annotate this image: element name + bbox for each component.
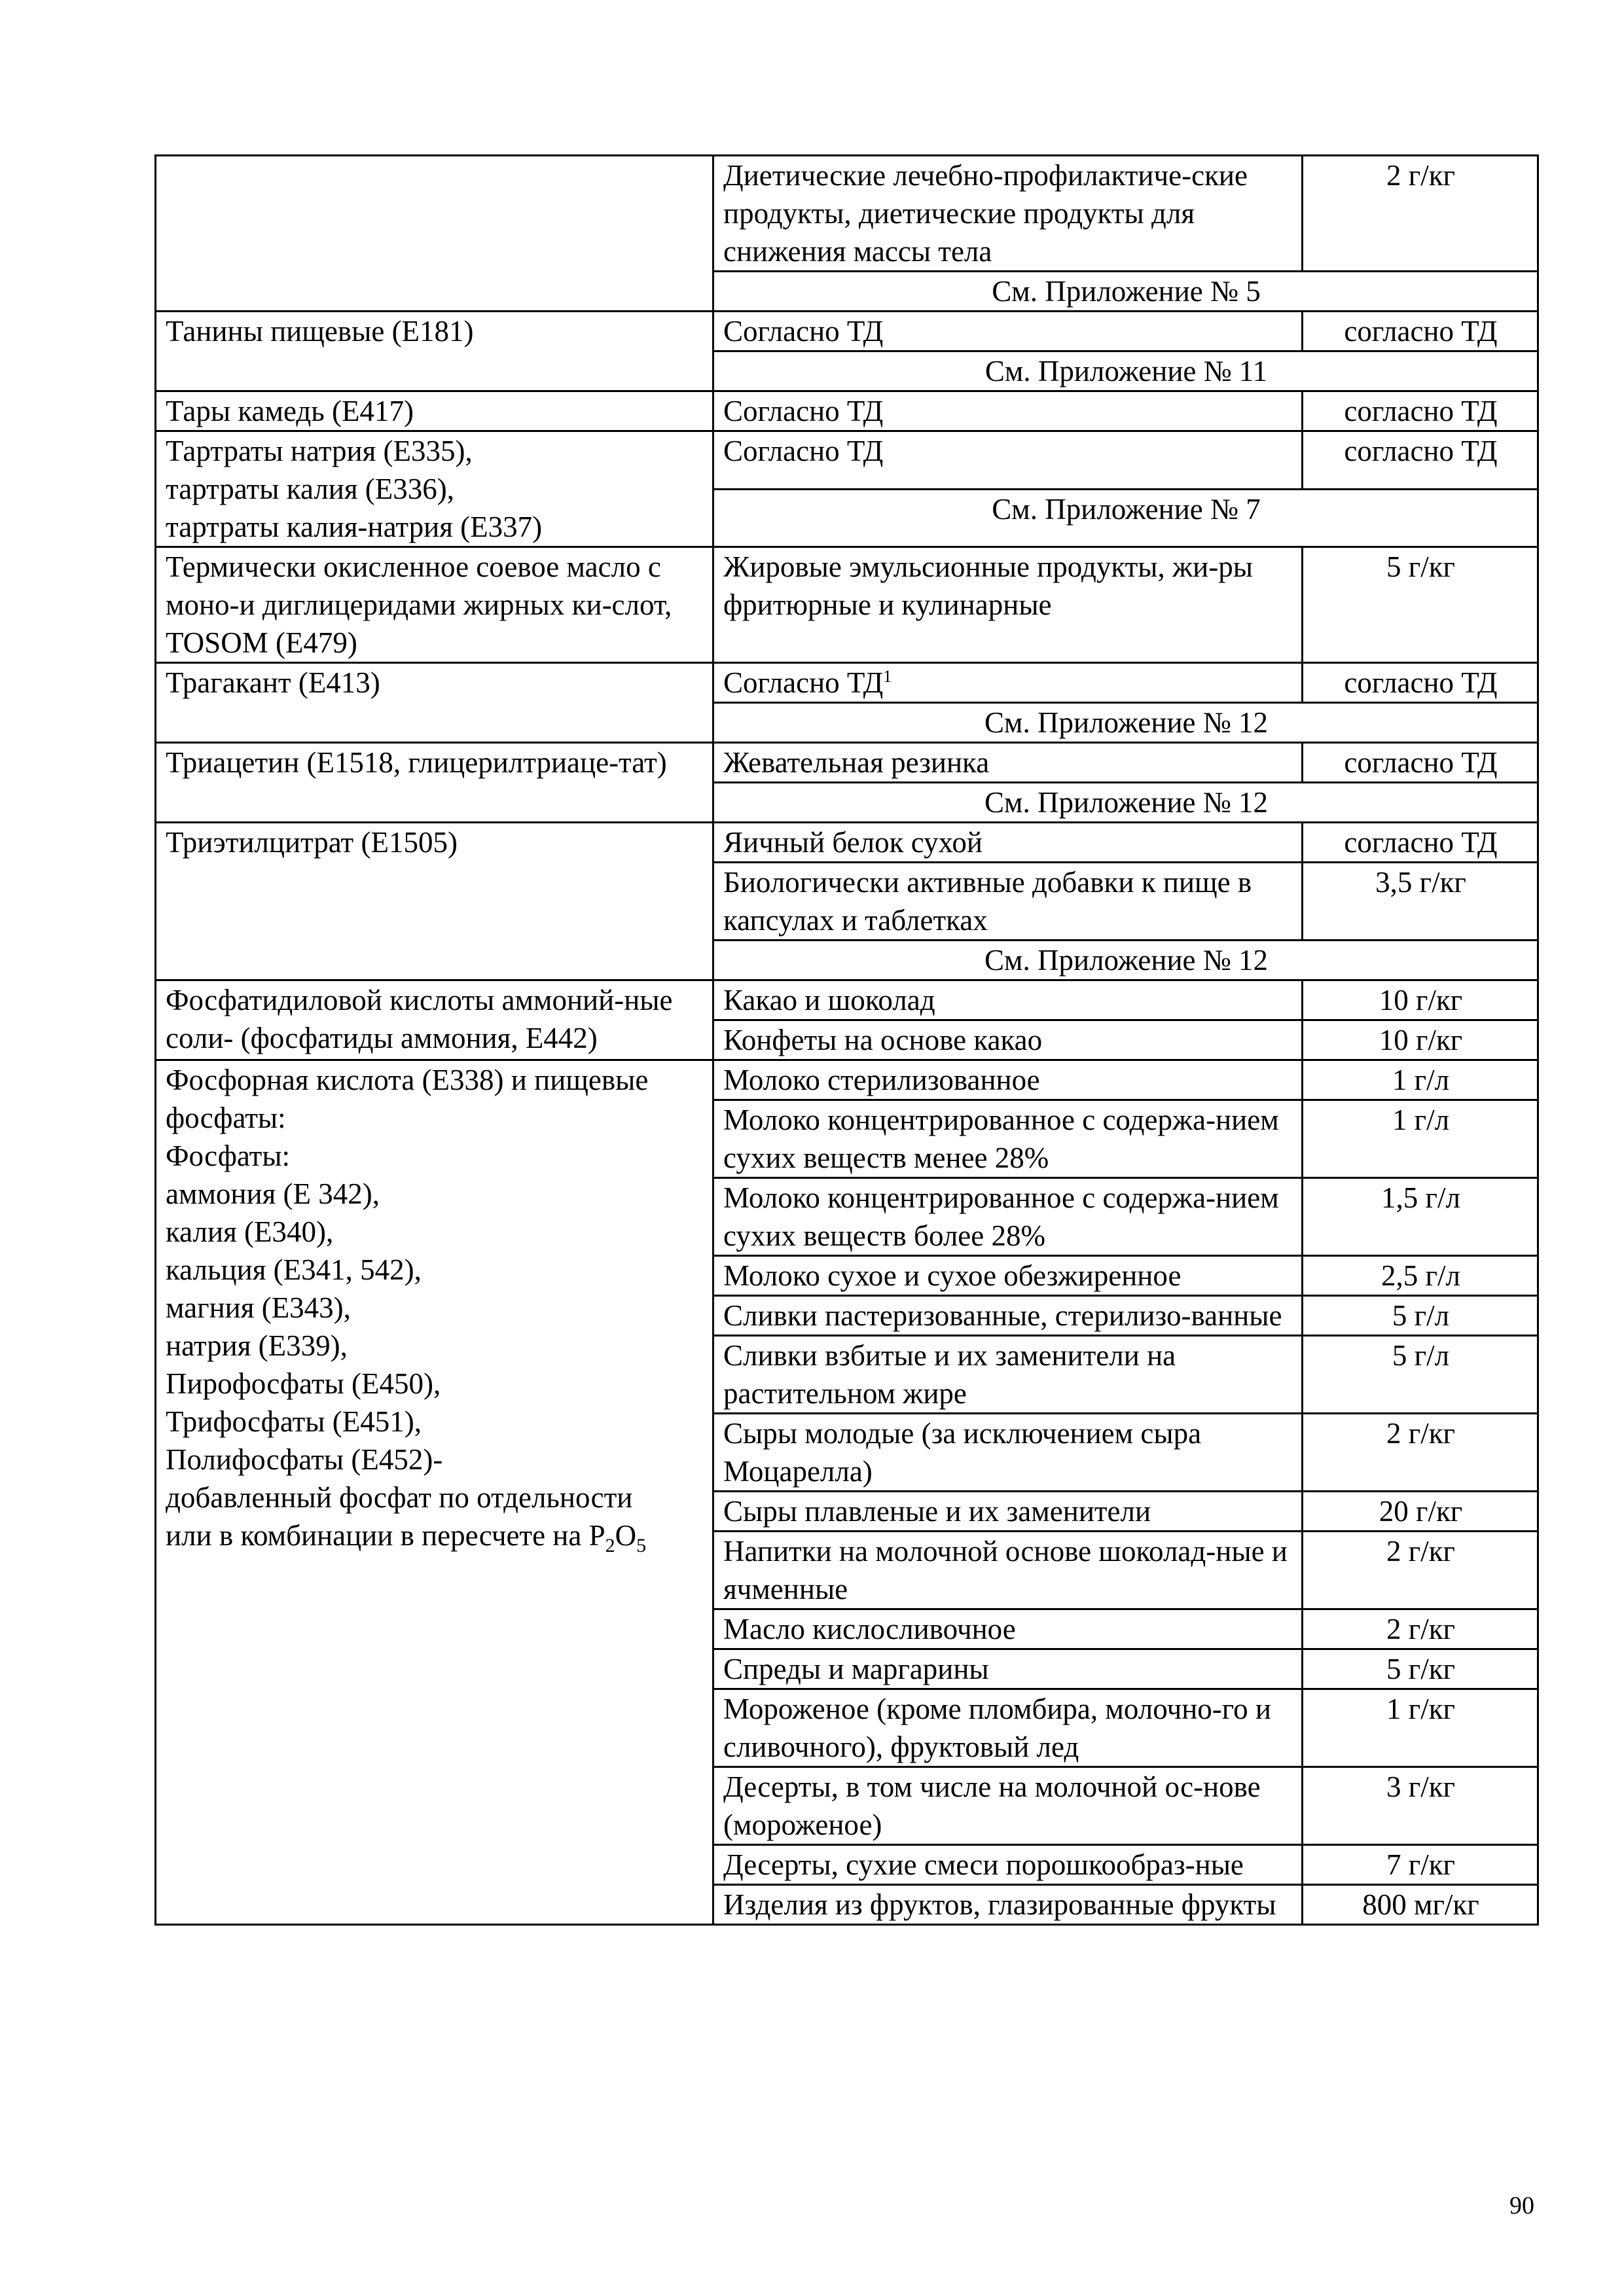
appendix-ref: См. Приложение № 12 bbox=[713, 783, 1538, 823]
max-level-cell: согласно ТД bbox=[1303, 312, 1538, 351]
product-cell: Конфеты на основе какао bbox=[713, 1020, 1303, 1060]
additive-name-line: Фосфорная кислота (Е338) и пищевые bbox=[166, 1064, 649, 1096]
max-level-cell: согласно ТД bbox=[1303, 391, 1538, 431]
max-level-cell: 7 г/кг bbox=[1303, 1845, 1538, 1885]
table-row bbox=[156, 312, 1538, 351]
max-level-cell: 20 г/кг bbox=[1303, 1492, 1538, 1532]
table-row bbox=[156, 823, 1538, 863]
additive-name-line: Фосфаты: bbox=[166, 1139, 291, 1172]
product-cell: Молоко сухое и сухое обезжиренное bbox=[713, 1256, 1303, 1296]
max-level-cell: 3,5 г/кг bbox=[1303, 863, 1538, 941]
formula-subscript: 2 bbox=[605, 1535, 615, 1556]
appendix-ref: См. Приложение № 12 bbox=[713, 703, 1538, 743]
additive-name: Термически окисленное соевое масло с моно-и диглицеридами жирных ки-слот, TOSOM (Е479) bbox=[156, 547, 713, 663]
additive-name-line: калия (Е340), bbox=[166, 1215, 334, 1248]
additives-table bbox=[154, 154, 1539, 1926]
table-row bbox=[156, 156, 1538, 272]
additive-name-line: Тартраты натрия (Е335), bbox=[166, 435, 473, 467]
additive-name: Триацетин (Е1518, глицерилтриаце-тат) bbox=[156, 743, 713, 823]
product-cell: Десерты, сухие смеси порошкообраз-ные bbox=[713, 1845, 1303, 1885]
max-level-cell: 1 г/кг bbox=[1303, 1689, 1538, 1767]
product-cell: Согласно ТД bbox=[713, 391, 1303, 431]
product-cell: Масло кислосливочное bbox=[713, 1609, 1303, 1649]
table-row bbox=[156, 663, 1538, 703]
additive-name-line: Полифосфаты (Е452)- bbox=[166, 1443, 443, 1476]
max-level-cell: 5 г/л bbox=[1303, 1336, 1538, 1414]
max-level-cell: 10 г/кг bbox=[1303, 1020, 1538, 1060]
product-text: Согласно ТД bbox=[723, 666, 884, 699]
appendix-ref: См. Приложение № 7 bbox=[713, 489, 1538, 547]
product-cell: Сыры плавленые и их заменители bbox=[713, 1492, 1303, 1532]
table-row bbox=[156, 1060, 1538, 1100]
max-level-cell: 2 г/кг bbox=[1303, 1532, 1538, 1609]
max-level-cell: согласно ТД bbox=[1303, 663, 1538, 703]
additive-name-line: Пирофосфаты (Е450), bbox=[166, 1367, 441, 1400]
appendix-ref: См. Приложение № 5 bbox=[713, 272, 1538, 312]
max-level-cell: 800 мг/кг bbox=[1303, 1885, 1538, 1925]
additive-name-line: аммония (Е 342), bbox=[166, 1177, 380, 1210]
max-level-cell: 2 г/кг bbox=[1303, 156, 1538, 272]
product-cell: Молоко концентрированное с содержа-нием сухих веществ более 28% bbox=[713, 1178, 1303, 1256]
additive-name-line: добавленный фосфат по отдельности bbox=[166, 1481, 633, 1514]
additive-name-line: тартраты калия (Е336), bbox=[166, 473, 455, 505]
additive-name-line: кальция (Е341, 542), bbox=[166, 1253, 422, 1286]
max-level-cell: согласно ТД bbox=[1303, 431, 1538, 490]
max-level-cell: 2 г/кг bbox=[1303, 1414, 1538, 1492]
additive-name: Триэтилцитрат (Е1505) bbox=[156, 823, 713, 980]
additive-name-line bbox=[166, 1516, 704, 1554]
appendix-ref: См. Приложение № 11 bbox=[713, 351, 1538, 391]
max-level-cell: согласно ТД bbox=[1303, 743, 1538, 783]
product-cell: Согласно ТД bbox=[713, 431, 1303, 490]
product-cell: Изделия из фруктов, глазированные фрукты bbox=[713, 1885, 1303, 1925]
footnote-mark: 1 bbox=[883, 667, 892, 686]
table-row bbox=[156, 391, 1538, 431]
additive-name-line: Трифосфаты (Е451), bbox=[166, 1405, 422, 1438]
additive-name-line: магния (Е343), bbox=[166, 1291, 351, 1324]
max-level-cell: 1,5 г/л bbox=[1303, 1178, 1538, 1256]
additive-name: Тары камедь (Е417) bbox=[156, 391, 713, 431]
product-cell: Яичный белок сухой bbox=[713, 823, 1303, 863]
max-level-cell: 5 г/кг bbox=[1303, 547, 1538, 663]
additive-name: Фосфатидиловой кислоты аммоний-ные соли- (фосфатиды аммония, Е442) bbox=[156, 980, 713, 1060]
product-cell: Сливки пастеризованные, стерилизо-ванные bbox=[713, 1296, 1303, 1336]
max-level-cell: 5 г/кг bbox=[1303, 1649, 1538, 1689]
additive-name-line: натрия (Е339), bbox=[166, 1329, 348, 1362]
additive-name-line: фосфаты: bbox=[166, 1102, 286, 1134]
product-cell: Молоко концентрированное с содержа-нием сухих веществ менее 28% bbox=[713, 1100, 1303, 1178]
product-cell: Сыры молодые (за исключением сыра Моцарелла) bbox=[713, 1414, 1303, 1492]
formula-prefix: или в комбинации в пересчете на P bbox=[166, 1519, 605, 1552]
additive-name: Трагакант (Е413) bbox=[156, 663, 713, 743]
max-level-cell: 3 г/кг bbox=[1303, 1767, 1538, 1845]
product-cell: Жевательная резинка bbox=[713, 743, 1303, 783]
max-level-cell: 1 г/л bbox=[1303, 1060, 1538, 1100]
product-cell: Согласно ТД bbox=[713, 312, 1303, 351]
page-number: 90 bbox=[1509, 2192, 1534, 2219]
max-level-cell: 2,5 г/л bbox=[1303, 1256, 1538, 1296]
formula-subscript: 5 bbox=[636, 1535, 647, 1556]
product-cell: Сливки взбитые и их заменители на растительном жире bbox=[713, 1336, 1303, 1414]
table-row bbox=[156, 743, 1538, 783]
product-cell bbox=[713, 663, 1303, 703]
product-cell: Биологически активные добавки к пище в капсулах и таблетках bbox=[713, 863, 1303, 941]
product-cell: Спреды и маргарины bbox=[713, 1649, 1303, 1689]
additive-name-line: тартраты калия-натрия (Е337) bbox=[166, 511, 543, 543]
additive-cell-empty bbox=[156, 156, 713, 312]
formula-mid: O bbox=[615, 1519, 637, 1552]
product-cell: Напитки на молочной основе шоколад-ные и ячменные bbox=[713, 1532, 1303, 1609]
max-level-cell: 5 г/л bbox=[1303, 1296, 1538, 1336]
max-level-cell: 1 г/л bbox=[1303, 1100, 1538, 1178]
additive-name bbox=[156, 431, 713, 547]
product-cell: Молоко стерилизованное bbox=[713, 1060, 1303, 1100]
additive-name bbox=[156, 1060, 713, 1925]
additive-name: Танины пищевые (Е181) bbox=[156, 312, 713, 391]
appendix-ref: См. Приложение № 12 bbox=[713, 941, 1538, 980]
product-cell: Диетические лечебно-профилактиче-ские продукты, диетические продукты для снижения массы тела bbox=[713, 156, 1303, 272]
product-cell: Мороженое (кроме пломбира, молочно-го и сливочного), фруктовый лед bbox=[713, 1689, 1303, 1767]
max-level-cell: 2 г/кг bbox=[1303, 1609, 1538, 1649]
product-cell: Какао и шоколад bbox=[713, 980, 1303, 1020]
table-row bbox=[156, 980, 1538, 1020]
max-level-cell: согласно ТД bbox=[1303, 823, 1538, 863]
table-row bbox=[156, 547, 1538, 663]
product-cell: Жировые эмульсионные продукты, жи-ры фритюрные и кулинарные bbox=[713, 547, 1303, 663]
max-level-cell: 10 г/кг bbox=[1303, 980, 1538, 1020]
table-row bbox=[156, 431, 1538, 490]
product-cell: Десерты, в том числе на молочной ос-нове (мороженое) bbox=[713, 1767, 1303, 1845]
